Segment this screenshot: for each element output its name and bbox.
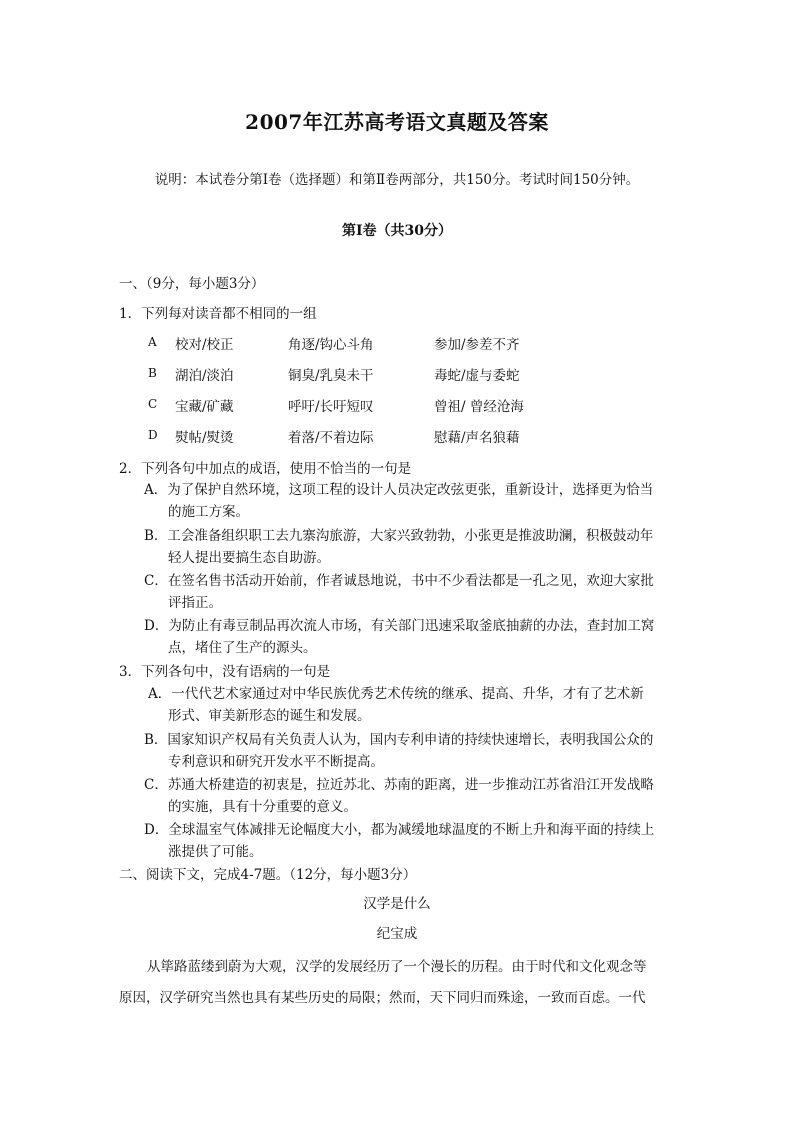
question-2-line: 的施工方案。 (168, 504, 249, 520)
option-item: 呼吁/长吁短叹 (288, 399, 374, 415)
part-one-heading: 第Ⅰ卷（共30分） (341, 223, 453, 239)
question-3-line: 专利意识和研究开发水平不断提高。 (168, 754, 384, 770)
question-2-line: 评指正。 (168, 595, 222, 611)
question-3-line: B．国家知识产权局有关负责人认为，国内专利申请的持续快速增长，表明我国公众的 (144, 732, 654, 748)
question-1-stem: 1．下列每对读音都不相同的一组 (119, 306, 317, 322)
article-title: 汉学是什么 (363, 896, 431, 912)
section-two-heading: 二、阅读下文，完成4-7题。（12分，每小题3分） (119, 867, 417, 883)
option-item: 着落/不着边际 (288, 430, 374, 446)
question-3-line: 形式、审美新形态的诞生和发展。 (168, 708, 371, 724)
question-2-line: D．为防止有毒豆制品再次流人市场，有关部门迅速采取釜底抽薪的办法，查封加工窝 (144, 618, 655, 634)
document-title: 2007年江苏高考语文真题及答案 (245, 110, 549, 134)
option-item: 参加/参差不齐 (434, 337, 520, 353)
option-letter: A (148, 335, 157, 349)
option-letter: D (148, 428, 158, 442)
option-item: 熨帖/熨烫 (175, 430, 234, 446)
article-paragraph-line: 从筚路蓝缕到蔚为大观，汉学的发展经历了一个漫长的历程。由于时代和文化观念等 (147, 959, 647, 975)
option-item: 铜臭/乳臭未干 (288, 368, 374, 384)
option-letter: C (148, 397, 158, 411)
question-3-stem: 3．下列各句中，没有语病的一句是 (119, 664, 331, 680)
question-3-line: 涨提供了可能。 (168, 844, 263, 860)
option-letter: B (148, 366, 157, 380)
option-item: 校对/校正 (175, 337, 234, 353)
option-item: 曾祖/ 曾经沧海 (434, 399, 524, 415)
option-item: 慰藉/声名狼藉 (434, 430, 520, 446)
question-2-line: 轻人提出要搞生态自助游。 (168, 550, 330, 566)
option-item: 宝藏/矿藏 (175, 399, 234, 415)
question-2-line: 点，堵住了生产的源头。 (168, 640, 317, 656)
option-item: 角逐/钩心斗角 (288, 337, 374, 353)
question-2-line: C．在签名售书活动开始前，作者诚恳地说，书中不少看法都是一孔之见，欢迎大家批 (144, 573, 654, 589)
question-3-line: D．全球温室气体减排无论幅度大小，都为减缓地球温度的不断上升和海平面的持续上 (144, 822, 655, 838)
question-3-line: A．一代代艺术家通过对中华民族优秀艺术传统的继承、提高、升华，才有了艺术新 (148, 686, 644, 702)
article-paragraph-line: 原因，汉学研究当然也具有某些历史的局限；然而，天下同归而殊途，一致而百虑。一代 (119, 990, 646, 1006)
option-item: 毒蛇/虚与委蛇 (434, 368, 520, 384)
question-2-line: B．工会准备组织职工去九寨沟旅游，大家兴致勃勃，小张更是推波助澜，积极鼓动年 (144, 528, 654, 544)
question-3-line: C．苏通大桥建造的初衷是，拉近苏北、苏南的距离，进一步推动江苏省沿江开发战略 (144, 777, 654, 793)
question-2-stem: 2．下列各句中加点的成语，使用不恰当的一句是 (119, 461, 412, 477)
section-one-heading: 一、（9分，每小题3分） (119, 276, 265, 292)
option-item: 湖泊/淡泊 (175, 368, 234, 384)
question-3-line: 的实施，具有十分重要的意义。 (168, 799, 357, 815)
question-2-line: A．为了保护自然环境，这项工程的设计人员决定改弦更张，重新设计，选择更为恰当 (144, 482, 654, 498)
article-author: 纪宝成 (376, 926, 418, 942)
exam-instructions: 说明：本试卷分第Ⅰ卷（选择题）和第Ⅱ卷两部分，共150分。考试时间150分钟。 (154, 172, 640, 188)
